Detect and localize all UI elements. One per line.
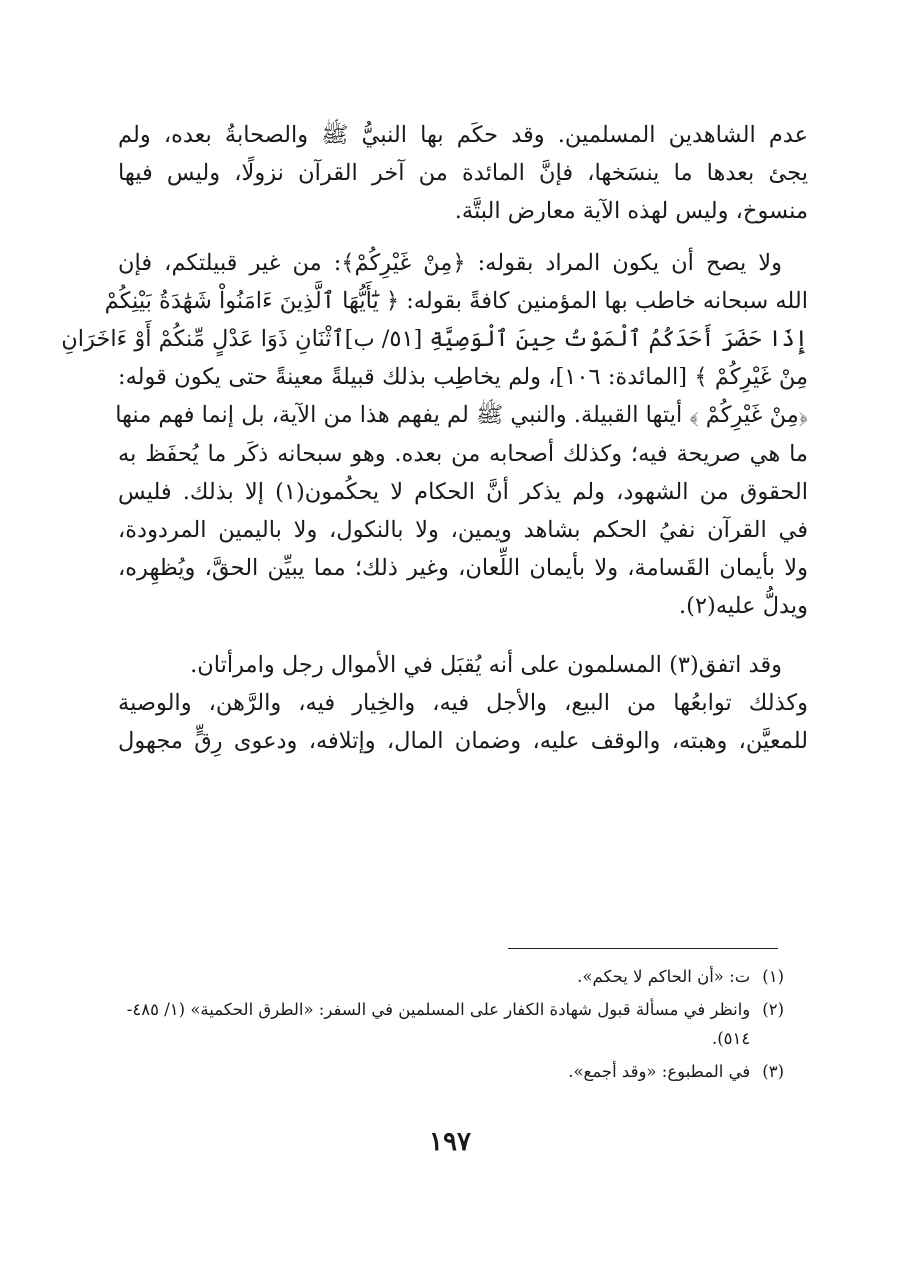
text-line: ﴿مِنْ غَيْرِكُمْ ﴾ أيتها القبيلة. والنبي ﷺ لم يفهم هذا من الآية، بل إنما فهم منها	[115, 402, 808, 429]
footnote-number: (٢)	[762, 1000, 784, 1019]
text-line: ما هي صريحة فيه؛ وكذلك أصحابه من بعده. وهو سبحانه ذكَر ما يُحفَظ به	[118, 440, 808, 467]
text-line: ولا بأيمان القَسامة، ولا بأيمان اللِّعان، وغير ذلك؛ مما يبيِّن الحقَّ، ويُظهِره،	[118, 555, 808, 582]
text-line: في القرآن نفيُ الحكم بشاهد ويمين، ولا بالنكول، ولا باليمين المردودة،	[118, 517, 808, 544]
footnote-1	[118, 962, 784, 991]
text-line: مِنْ غَيْرِكُمْ ﴾ [المائدة: ١٠٦]، ولم يخاطِب بذلك قبيلةً معينةً حتى يكون قوله:	[118, 364, 808, 391]
footnote-text: في المطبوع: «وقد أجمع».	[568, 1062, 751, 1081]
text-line: وكذلك توابعُها من البيع، والأجل فيه، والخِيار فيه، والرَّهن، والوصية	[118, 689, 808, 716]
paragraph-3	[118, 646, 808, 761]
footnote-number: (١)	[762, 967, 784, 986]
page-number: ١٩٧	[429, 1127, 471, 1157]
main-text	[61, 116, 808, 760]
footnote-text: وانظر في مسألة قبول شهادة الكفار على المسلمين في السفر: «الطرق الحكمية» (١/ ٤٨٥- ٥١٤).	[126, 1000, 751, 1048]
paragraph-1	[118, 116, 808, 231]
text-line: الله سبحانه خاطب بها المؤمنين كافةً بقوله: ﴿ يَٰٓأَيُّهَا ٱلَّذِينَ ءَامَنُواْ شَهَٰدَةُ بَيْنِكُمْ	[104, 287, 808, 314]
text-line: يجئ بعدها ما ينسَخها، فإنَّ المائدة من آخر القرآن نزولًا، وليس فيها	[118, 160, 808, 187]
text-line: عدم الشاهدين المسلمين. وقد حكَم بها النبيُّ ﷺ والصحابةُ بعده، ولم	[118, 122, 808, 148]
text-line: ويدلُّ عليه(٢).	[679, 593, 808, 620]
text-line: منسوخ، وليس لهذه الآية معارض البتَّة.	[454, 198, 808, 225]
text-line: إِذَا حَضَرَ أَحَدَكُمُ ٱلْمَوْتُ حِينَ ٱلْوَصِيَّةِ [٥١/ ب]ٱثْنَانِ ذَوَا عَدْلٍ مِّنكُمْ أَوْ ءَاخَرَانِ	[61, 326, 808, 353]
footnote-separator	[508, 948, 778, 949]
footnote-text: ت: «أن الحاكم لا يحكم».	[577, 967, 751, 986]
text-line: وقد اتفق(٣) المسلمون على أنه يُقبَل في الأموال رجل وامرأتان.	[190, 651, 782, 678]
text-line: الحقوق من الشهود، ولم يذكر أنَّ الحكام لا يحكُمون(١) إلا بذلك. فليس	[118, 478, 808, 505]
footnotes	[118, 962, 784, 1090]
paragraph-2	[61, 244, 808, 626]
text-line: ولا يصح أن يكون المراد بقوله: ﴿مِنْ غَيْرِكُمْ﴾: من غير قبيلتكم، فإن	[118, 249, 782, 276]
footnote-2	[118, 995, 784, 1053]
footnote-number: (٣)	[762, 1062, 784, 1081]
text-line: للمعيَّن، وهبته، والوقف عليه، وضمان المال، وإتلافه، ودعوى رِقٍّ مجهول	[118, 728, 808, 755]
footnote-3	[118, 1057, 784, 1086]
